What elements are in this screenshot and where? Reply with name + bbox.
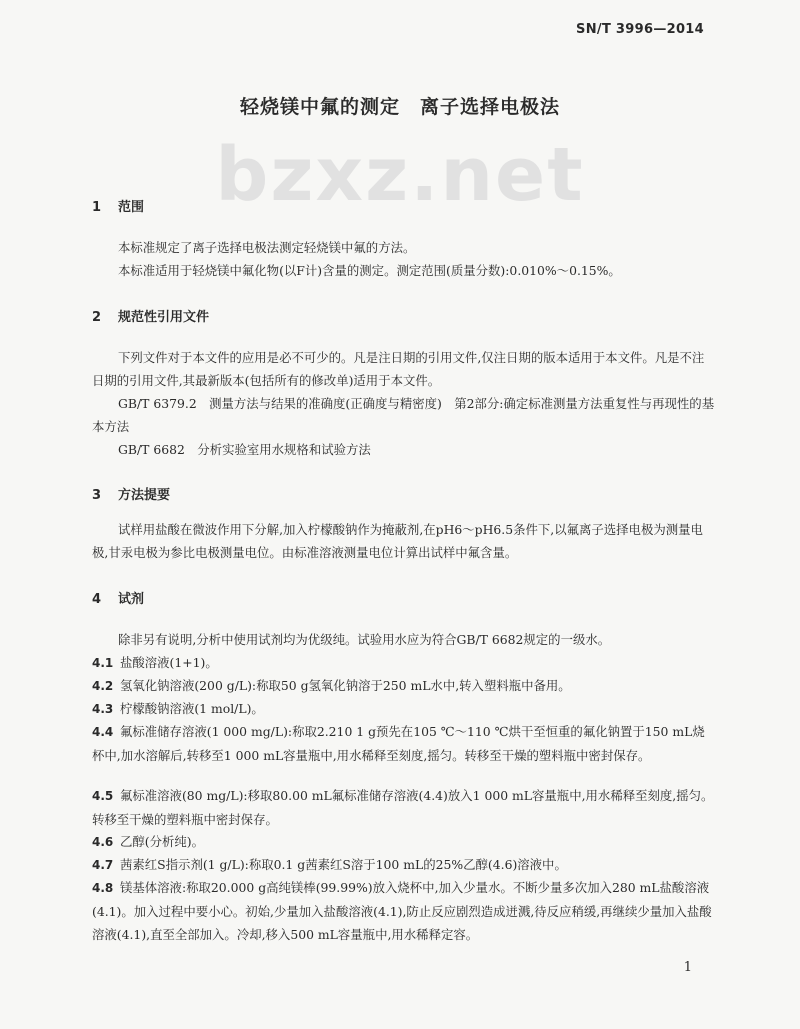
standard-code: SN/T 3996—2014 <box>576 22 704 37</box>
section-number: 2 <box>92 310 102 325</box>
page-number: 1 <box>683 960 692 975</box>
item-text: 氟标准储存溶液(1 000 mg/L):称取2.210 1 g预先在105 ℃～110 ℃烘干至恒重的氟化钠置于150 mL烧杯中,加水溶解后,转移至1 000 mL容量瓶中,用水稀释至刻度,摇匀。转移至干燥的塑料瓶中密封保存。 <box>92 724 705 763</box>
reagent-item <box>92 830 716 854</box>
section-number: 1 <box>92 200 102 215</box>
reagent-item <box>92 853 716 877</box>
reagent-item <box>92 651 716 675</box>
section-title: 方法提要 <box>118 488 171 503</box>
section-heading-method-summary <box>92 484 170 503</box>
item-text: 盐酸溶液(1+1)。 <box>120 655 218 670</box>
section-title: 试剂 <box>118 592 145 607</box>
reagent-item <box>92 674 716 698</box>
section-heading-scope <box>92 196 144 215</box>
reagent-item <box>92 784 716 831</box>
item-number: 4.8 <box>92 881 114 895</box>
section-title: 范围 <box>118 200 145 215</box>
item-number: 4.1 <box>92 656 114 670</box>
item-number: 4.7 <box>92 858 114 872</box>
reagent-item <box>92 720 716 767</box>
item-text: 茜素红S指示剂(1 g/L):称取0.1 g茜素红S溶于100 mL的25%乙醇(4.6)溶液中。 <box>120 857 567 872</box>
paragraph: 试样用盐酸在微波作用下分解,加入柠檬酸钠作为掩蔽剂,在pH6～pH6.5条件下,以氟离子选择电极为测量电极,甘汞电极为参比电极测量电位。由标准溶液测量电位计算出试样中氟含量。 <box>92 522 703 560</box>
section-number: 3 <box>92 488 102 503</box>
section-title: 规范性引用文件 <box>118 310 210 325</box>
reference-item: GB/T 6682 分析实验室用水规格和试验方法 <box>118 442 371 457</box>
item-text: 氢氧化钠溶液(200 g/L):称取50 g氢氧化钠溶于250 mL水中,转入塑料瓶中备用。 <box>120 678 571 693</box>
item-text: 乙醇(分析纯)。 <box>120 834 205 849</box>
item-number: 4.2 <box>92 679 114 693</box>
item-text: 柠檬酸钠溶液(1 mol/L)。 <box>120 701 264 716</box>
section-heading-normative-references <box>92 306 209 325</box>
watermark: bzxz.net <box>215 132 585 218</box>
item-number: 4.6 <box>92 835 114 849</box>
paragraph: 本标准规定了离子选择电极法测定轻烧镁中氟的方法。 <box>118 240 416 255</box>
paragraph: 下列文件对于本文件的应用是必不可少的。凡是注日期的引用文件,仅注日期的版本适用于本文件。凡是不注日期的引用文件,其最新版本(包括所有的修改单)适用于本文件。 <box>92 350 705 388</box>
section-number: 4 <box>92 592 102 607</box>
item-text: 镁基体溶液:称取20.000 g高纯镁棒(99.99%)放入烧杯中,加入少量水。不断少量多次加入280 mL盐酸溶液(4.1)。加入过程中要小心。初始,少量加入盐酸溶液(4.1),防止反应剧烈造成迸溅,待反应稍缓,再继续少量加入盐酸溶液(4.1),直至全部加入。冷却,移入500 mL容量瓶中,用水稀释定容。 <box>92 880 712 942</box>
reagent-item <box>92 697 716 721</box>
paragraph: 本标准适用于轻烧镁中氟化物(以F计)含量的测定。测定范围(质量分数):0.010%～0.15%。 <box>118 263 621 278</box>
section-heading-reagents <box>92 588 144 607</box>
paragraph: 除非另有说明,分析中使用试剂均为优级纯。试验用水应为符合GB/T 6682规定的一级水。 <box>118 632 611 647</box>
item-number: 4.3 <box>92 702 114 716</box>
reference-item: GB/T 6379.2 测量方法与结果的准确度(正确度与精密度) 第2部分:确定标准测量方法重复性与再现性的基本方法 <box>92 396 715 434</box>
reagent-item <box>92 876 716 946</box>
item-number: 4.4 <box>92 725 114 739</box>
document-title: 轻烧镁中氟的测定 离子选择电极法 <box>239 96 560 118</box>
item-number: 4.5 <box>92 789 114 803</box>
item-text: 氟标准溶液(80 mg/L):移取80.00 mL氟标准储存溶液(4.4)放入1 000 mL容量瓶中,用水稀释至刻度,摇匀。转移至干燥的塑料瓶中密封保存。 <box>92 788 714 827</box>
